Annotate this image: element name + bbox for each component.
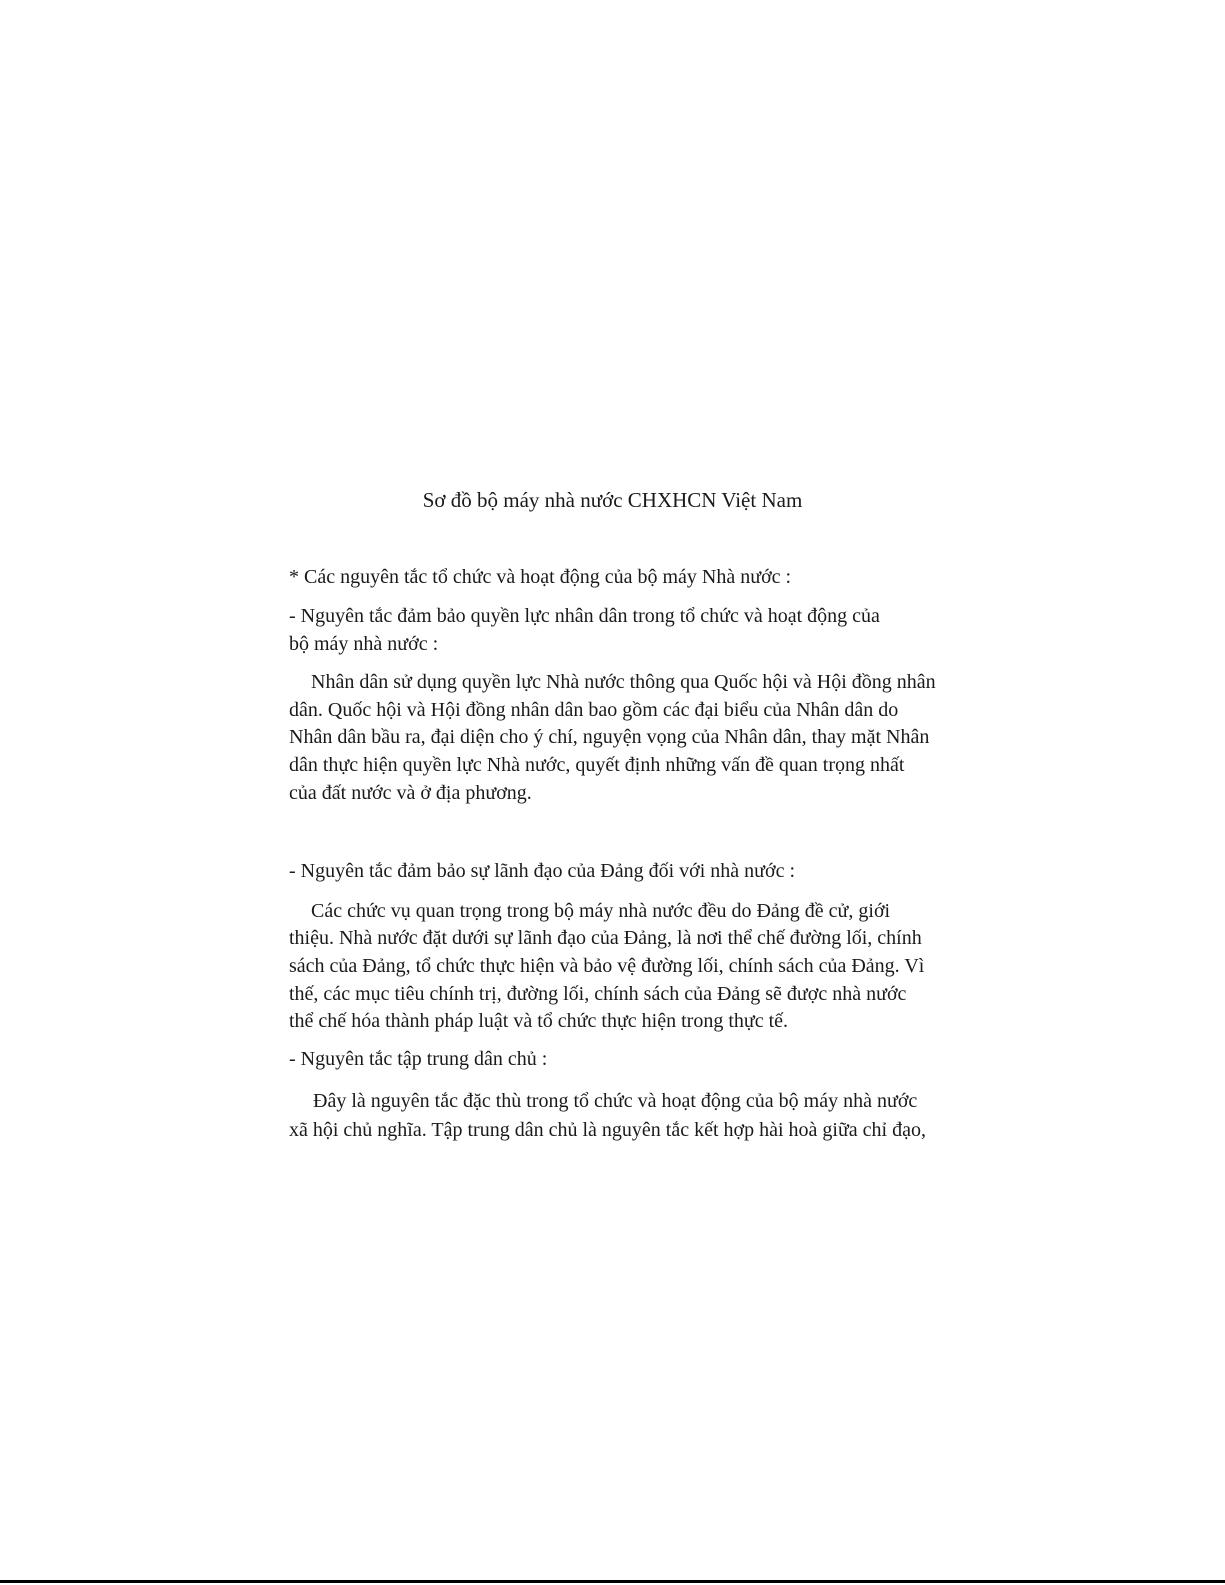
- principle-1-body-line-1: Nhân dân sử dụng quyền lực Nhà nước thông qua Quốc hội và Hội đồng nhân: [311, 671, 936, 693]
- principle-2-heading: - Nguyên tắc đảm bảo sự lãnh đạo của Đảng đối với nhà nước :: [289, 860, 796, 882]
- principle-3-heading: - Nguyên tắc tập trung dân chủ :: [289, 1048, 548, 1070]
- principle-1-body-line-3: Nhân dân bầu ra, đại diện cho ý chí, nguyện vọng của Nhân dân, thay mặt Nhân: [289, 726, 930, 748]
- section-heading: * Các nguyên tắc tổ chức và hoạt động của bộ máy Nhà nước :: [289, 566, 792, 588]
- bottom-border: [0, 1580, 1225, 1583]
- principle-2-body-line-3: sách của Đảng, tổ chức thực hiện và bảo vệ đường lối, chính sách của Đảng. Vì: [289, 955, 925, 977]
- principle-1-body-line-5: của đất nước và ở địa phương.: [289, 782, 532, 804]
- principle-2-body-line-1: Các chức vụ quan trọng trong bộ máy nhà nước đều do Đảng đề cử, giới: [311, 900, 891, 922]
- principle-2-body-line-2: thiệu. Nhà nước đặt dưới sự lãnh đạo của Đảng, là nơi thể chế đường lối, chính: [289, 927, 922, 949]
- principle-3-body-line-1: Đây là nguyên tắc đặc thù trong tổ chức và hoạt động của bộ máy nhà nước: [313, 1090, 918, 1112]
- document-title: Sơ đồ bộ máy nhà nước CHXHCN Việt Nam: [422, 488, 803, 512]
- principle-1-heading-line-1: - Nguyên tắc đảm bảo quyền lực nhân dân trong tổ chức và hoạt động của: [289, 605, 880, 627]
- principle-1-body-line-2: dân. Quốc hội và Hội đồng nhân dân bao gồm các đại biểu của Nhân dân do: [289, 699, 899, 721]
- principle-1-body-line-4: dân thực hiện quyền lực Nhà nước, quyết định những vấn đề quan trọng nhất: [289, 754, 905, 776]
- principle-2-body-line-4: thế, các mục tiêu chính trị, đường lối, chính sách của Đảng sẽ được nhà nước: [289, 983, 907, 1005]
- principle-1-heading-line-2: bộ máy nhà nước :: [289, 633, 439, 655]
- principle-3-body-line-2: xã hội chủ nghĩa. Tập trung dân chủ là nguyên tắc kết hợp hài hoà giữa chỉ đạo,: [289, 1119, 926, 1141]
- principle-2-body-line-5: thể chế hóa thành pháp luật và tổ chức thực hiện trong thực tế.: [289, 1010, 789, 1032]
